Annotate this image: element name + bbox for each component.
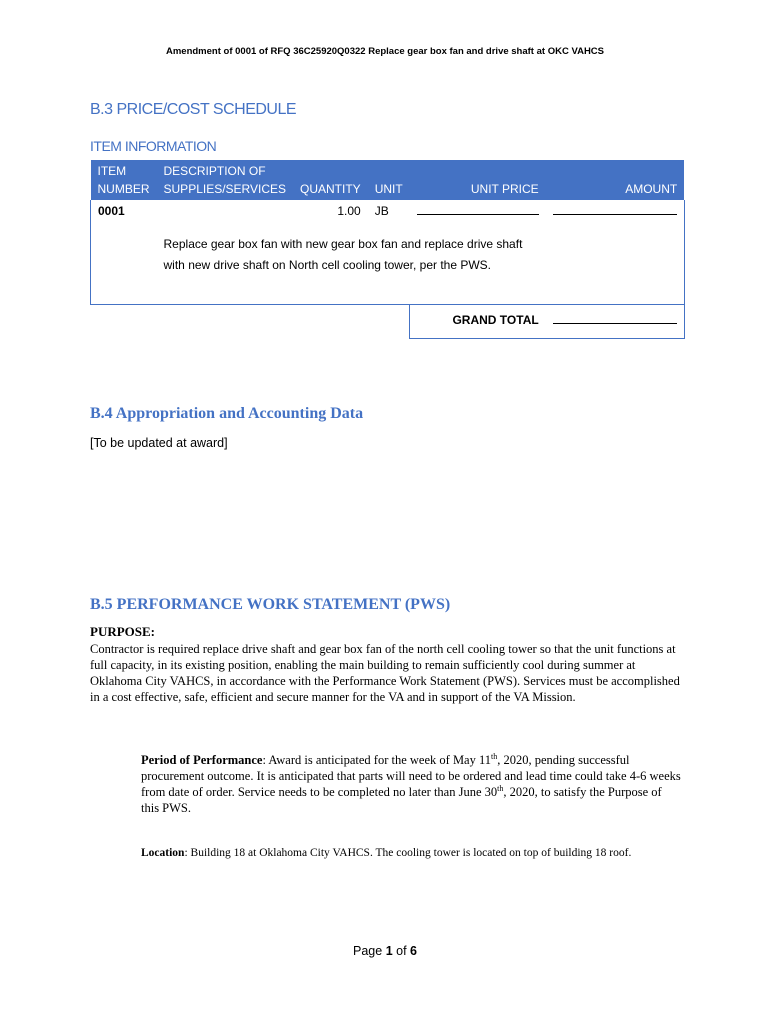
unit-cell: JB: [374, 204, 389, 218]
period-of-performance: Period of Performance: Award is anticipated for the week of May 11th, 2020, pending successful procurement outcome. It is anticipated that parts will need to be ordered and lead time could take 4-6 weeks from date of order. Service needs to be completed no later than June 30th, 2020, to satisfy the Purpose of this PWS.: [141, 751, 681, 815]
purpose-label: PURPOSE:: [90, 624, 155, 639]
section-b4-title: B.4 Appropriation and Accounting Data: [90, 405, 364, 422]
grand-total-blank: [546, 305, 685, 339]
section-b5-title: B.5 PERFORMANCE WORK STATEMENT (PWS): [90, 596, 451, 613]
item-information-subtitle: ITEM INFORMATION: [90, 138, 217, 154]
document-header: Amendment of 0001 of RFQ 36C25920Q0322 Replace gear box fan and drive shaft at OKC VAHCS: [165, 46, 605, 57]
price-cost-table: [90, 160, 685, 339]
col-amount: AMOUNT: [546, 160, 685, 200]
col-unit-price: UNIT PRICE: [410, 160, 546, 200]
section-b3-title: B.3 PRICE/COST SCHEDULE: [90, 101, 297, 118]
col-description: DESCRIPTION OF SUPPLIES/SERVICES: [157, 160, 294, 200]
quantity-cell: 1.00: [337, 204, 361, 218]
purpose-text: Contractor is required replace drive shaft and gear box fan of the north cell cooling tower so that the unit functions at full capacity, in its existing position, enabling the main building to remain sufficiently cool during summer at Oklahoma City VAHCS, in accordance with the Performance Work Statement (PWS). Services must be accomplished in a cost effective, safe, efficient and secure manner for the VA and in support of the VA Mission.: [90, 642, 680, 704]
amount-blank: [546, 200, 685, 222]
item-description: Replace gear box fan with new gear box fan and replace drive shaft with new drive shaft on North cell cooling tower, per the PWS.: [163, 237, 523, 272]
page-number-footer: Page 1 of 6: [353, 944, 417, 958]
col-unit: UNIT: [368, 160, 410, 200]
unit-price-blank: [410, 200, 546, 222]
table-row: [91, 200, 685, 222]
col-quantity: QUANTITY: [293, 160, 368, 200]
accounting-data-note: [To be updated at award]: [90, 436, 228, 450]
location-paragraph: Location: Building 18 at Oklahoma City VAHCS. The cooling tower is located on top of building 18 roof.: [141, 847, 632, 859]
col-item-number: ITEM NUMBER: [91, 160, 157, 200]
item-number-cell: 0001: [98, 204, 125, 218]
grand-total-label: GRAND TOTAL: [410, 305, 546, 339]
